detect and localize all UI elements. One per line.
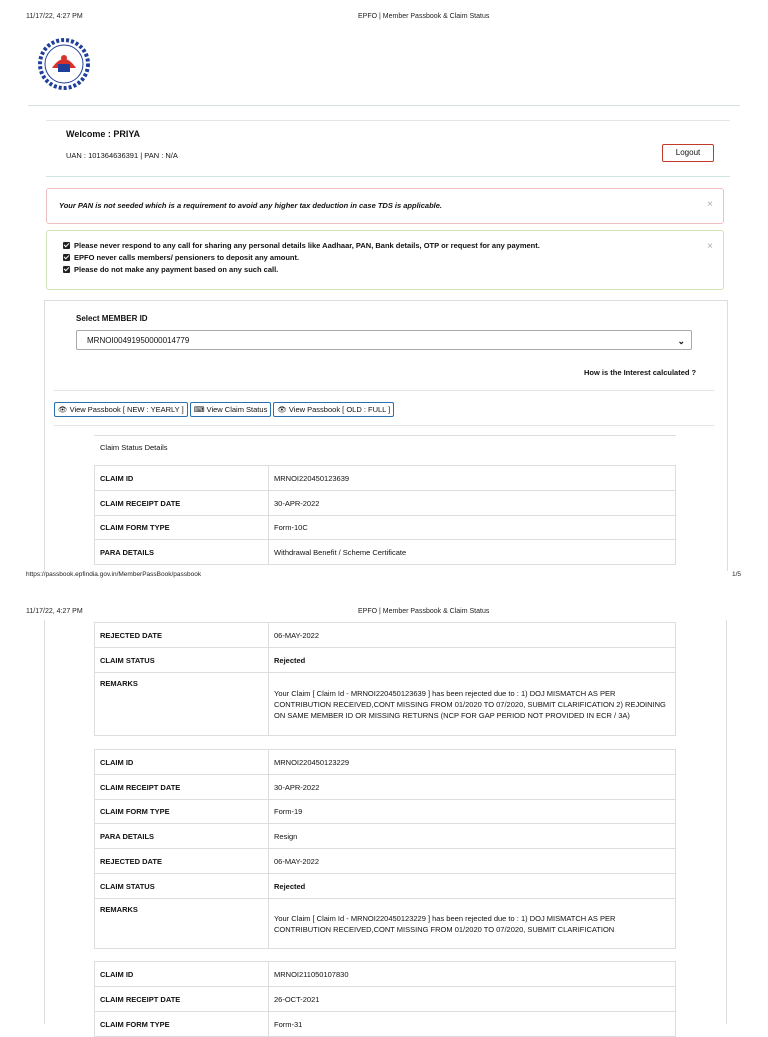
header-divider (28, 105, 740, 106)
interest-calculation-link[interactable]: How is the Interest calculated ? (584, 368, 697, 377)
notice-item: Please do not make any payment based on any such call. (63, 265, 278, 274)
claim-table (94, 961, 676, 1037)
panel-left-border (44, 620, 45, 1024)
claims-heading-divider (94, 435, 676, 436)
notice-item: EPFO never calls members/ pensioners to deposit any amount. (63, 253, 299, 262)
table-row: REJECTED DATE 06-MAY-2022 (95, 849, 676, 874)
table-row: CLAIM RECEIPT DATE 30-APR-2022 (95, 491, 676, 516)
close-icon[interactable]: × (707, 199, 713, 210)
print-url: https://passbook.epfindia.gov.in/MemberPassBook/passbook (26, 571, 202, 578)
table-row: REJECTED DATE 06-MAY-2022 (95, 623, 676, 648)
print-title: EPFO | Member Passbook & Claim Status (358, 13, 490, 20)
table-row: PARA DETAILS Resign (95, 824, 676, 849)
chevron-down-icon: ⌄ (677, 336, 685, 346)
table-row: CLAIM RECEIPT DATE 30-APR-2022 (95, 775, 676, 800)
table-row: CLAIM FORM TYPE Form-31 (95, 1012, 676, 1037)
claim-table (94, 749, 676, 949)
fraud-notice-alert (46, 230, 724, 290)
table-row: CLAIM STATUS Rejected (95, 648, 676, 673)
print-page-number: 1/5 (732, 571, 742, 578)
claim-table (94, 465, 676, 565)
table-row: CLAIM RECEIPT DATE 26-OCT-2021 (95, 987, 676, 1012)
close-icon[interactable]: × (707, 241, 713, 252)
print-datetime: 11/17/22, 4:27 PM (26, 608, 83, 615)
table-row: PARA DETAILS Withdrawal Benefit / Scheme Certificate (95, 540, 676, 565)
uan-pan-line: UAN : 101364636391 | PAN : N/A (66, 151, 178, 160)
panel-divider (54, 390, 714, 391)
checkbox-icon (63, 254, 70, 261)
view-passbook-new-button[interactable]: 👁 View Passbook [ NEW : YEARLY ] (54, 402, 188, 417)
claim-table (94, 622, 676, 736)
member-id-label: Select MEMBER ID (76, 314, 148, 323)
view-claim-status-button[interactable]: ⌨ View Claim Status (190, 402, 272, 417)
epfo-logo (38, 38, 90, 90)
table-row: REMARKS Your Claim [ Claim Id - MRNOI220450123229 ] has been rejected due to : 1) DOJ MISMATCH AS PER CONTRIBUTION RECEIVED,CONT MISSING FROM 01/2020 TO 07/2020, SUBMIT CLARIFICATION (95, 899, 676, 949)
table-row: REMARKS Your Claim [ Claim Id - MRNOI220450123639 ] has been rejected due to : 1) DOJ MISMATCH AS PER CONTRIBUTION RECEIVED,CONT MISSING FROM 01/2020 TO 07/2020, SUBMIT CLARIFICATION 2) REJOINING ON SAME MEMBER ID OR MISSING RETURNS (NCP FOR GAP PERIOD NOT PROVIDED IN ECR / 3A) (95, 673, 676, 736)
claims-heading: Claim Status Details (100, 443, 168, 452)
logout-button[interactable]: Logout (662, 144, 714, 162)
table-row: CLAIM STATUS Rejected (95, 874, 676, 899)
buttons-divider (54, 425, 714, 426)
table-row: CLAIM ID MRNOI220450123639 (95, 466, 676, 491)
member-id-selected: MRNOI00491950000014779 (87, 336, 190, 345)
pan-warning-alert (46, 188, 724, 224)
checkbox-icon (63, 242, 70, 249)
view-passbook-old-button[interactable]: 👁 View Passbook [ OLD : FULL ] (273, 402, 394, 417)
print-title: EPFO | Member Passbook & Claim Status (358, 608, 490, 615)
notice-item: Please never respond to any call for sharing any personal details like Aadhaar, PAN, Bank details, OTP or request for any payment. (63, 241, 540, 250)
welcome-divider-top (46, 120, 730, 121)
table-row: CLAIM ID MRNOI211050107830 (95, 962, 676, 987)
print-datetime: 11/17/22, 4:27 PM (26, 13, 83, 20)
welcome-divider-bottom (46, 176, 730, 177)
table-row: CLAIM FORM TYPE Form-19 (95, 800, 676, 824)
panel-right-border (726, 620, 727, 1024)
checkbox-icon (63, 266, 70, 273)
welcome-title: Welcome : PRIYA (66, 129, 141, 139)
pan-warning-text: Your PAN is not seeded which is a requirement to avoid any higher tax deduction in case TDS is applicable. (59, 201, 443, 210)
table-row: CLAIM ID MRNOI220450123229 (95, 750, 676, 775)
view-buttons (54, 402, 396, 417)
table-row: CLAIM FORM TYPE Form-10C (95, 516, 676, 540)
member-id-select[interactable] (76, 330, 692, 350)
